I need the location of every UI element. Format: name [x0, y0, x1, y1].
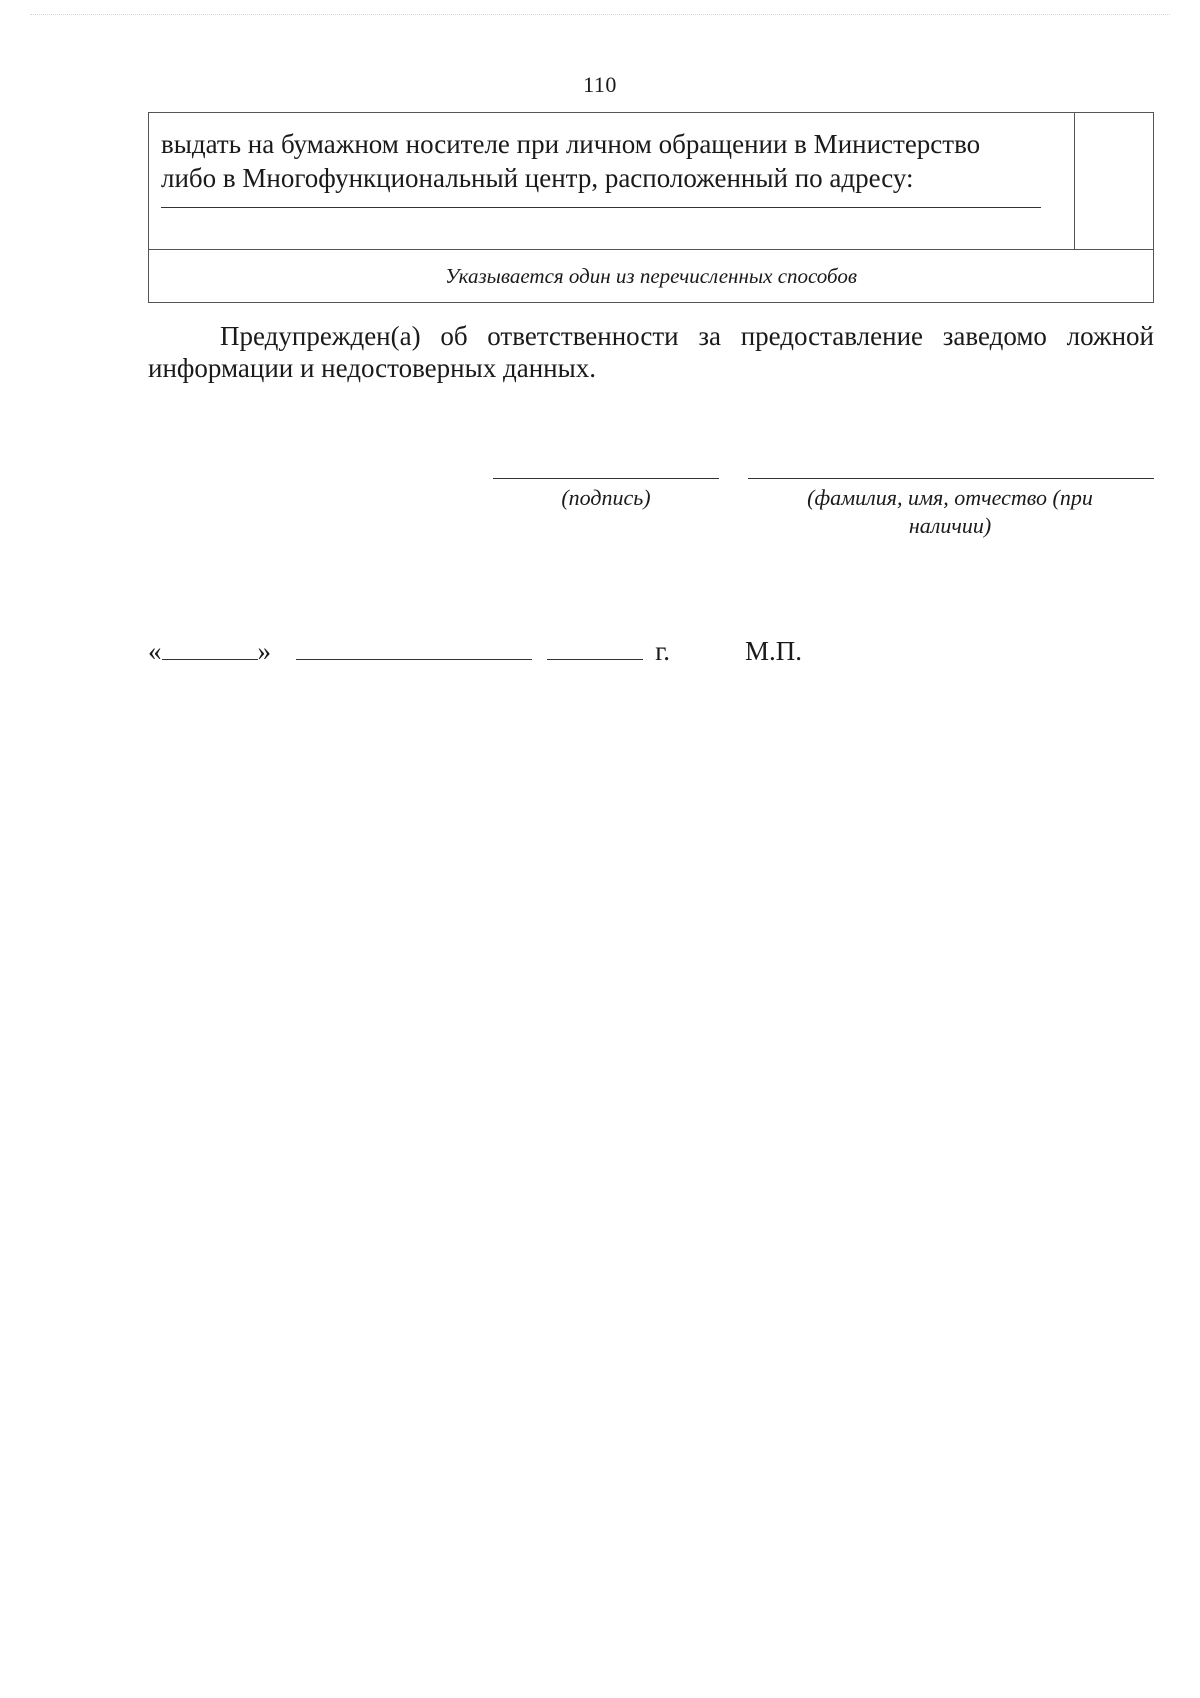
scan-artifact-line: [30, 14, 1170, 15]
table-row: [149, 250, 1154, 303]
option-text-line: либо в Многофункциональный центр, расположенный по адресу:: [161, 163, 914, 193]
full-name-caption: (фамилия, имя, отчество (при наличии): [807, 485, 1093, 538]
day-blank[interactable]: [162, 658, 258, 660]
date-field: [148, 636, 670, 667]
liability-warning: Предупрежден(а) об ответственности за предоставление заведомо ложной информации и недостоверных данных.: [148, 321, 1154, 383]
option-text-cell: [149, 113, 1075, 250]
table-row: [149, 113, 1154, 250]
year-suffix: г.: [655, 636, 671, 666]
month-blank[interactable]: [296, 658, 532, 660]
date-open-quote: «: [148, 636, 162, 666]
stamp-placeholder: М.П.: [745, 636, 803, 666]
date-close-quote: »: [257, 636, 271, 666]
signature-line[interactable]: [493, 478, 719, 479]
address-input-line[interactable]: [161, 207, 1041, 208]
year-blank[interactable]: [547, 658, 643, 660]
option-checkbox-cell[interactable]: [1075, 113, 1154, 250]
full-name-line[interactable]: [748, 478, 1154, 479]
delivery-option-table: [148, 112, 1154, 303]
page-number: 110: [583, 72, 617, 97]
table-note: Указывается один из перечисленных способов: [149, 250, 1154, 303]
option-text-line: выдать на бумажном носителе при личном обращении в Министерство: [161, 129, 981, 159]
signature-caption: (подпись): [561, 485, 651, 510]
